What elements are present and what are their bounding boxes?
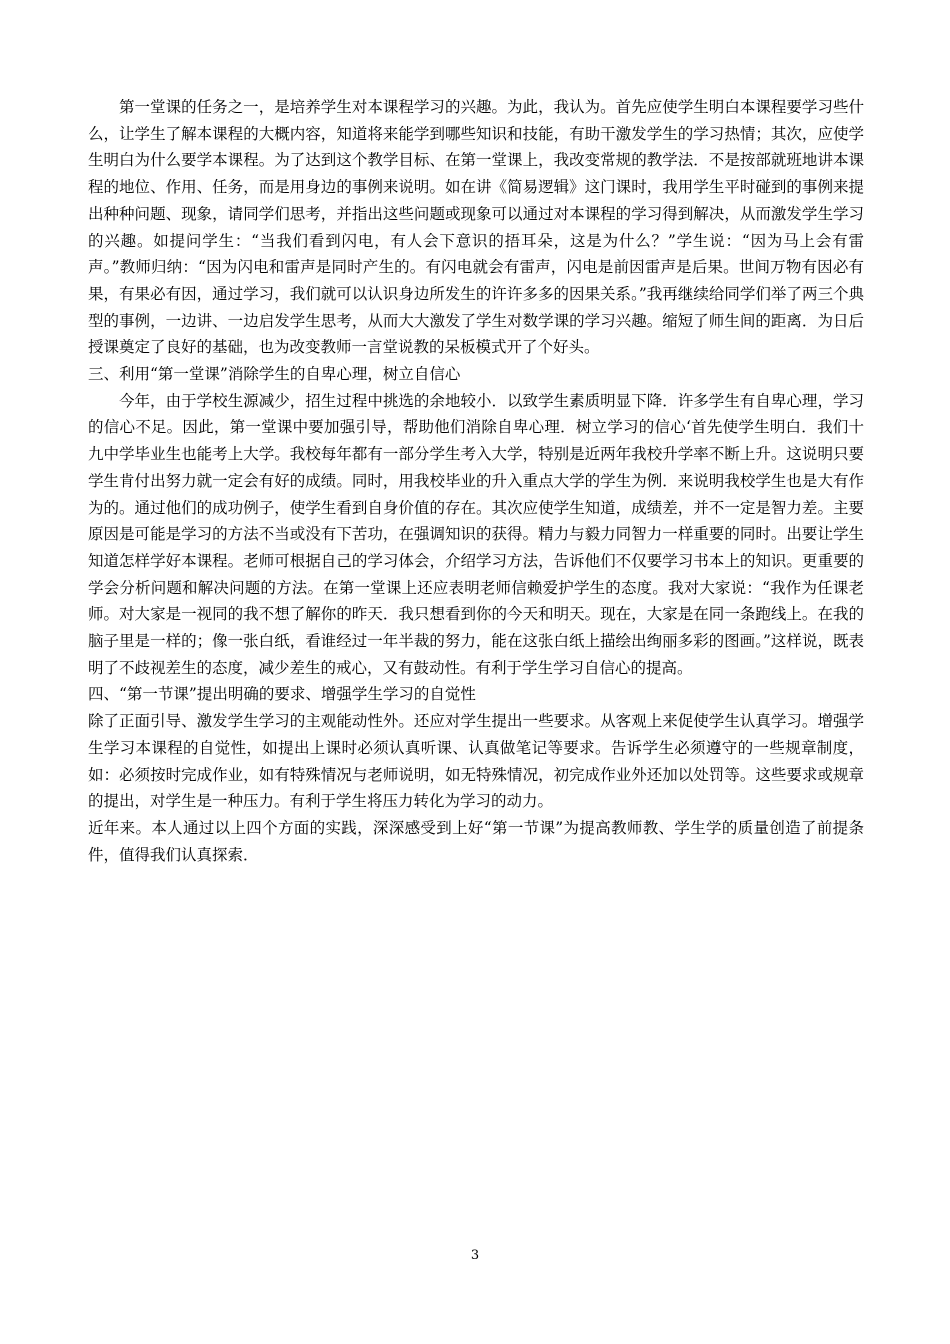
page-number: 3 bbox=[470, 1248, 480, 1263]
section-heading-3: 三、利用“第一堂课”消除学生的自卑心理，树立自信心 bbox=[88, 365, 461, 384]
paragraph-confidence: 今年，由于学校生源减少，招生过程中挑选的余地较小．以致学生素质明显下降．许多学生有自卑心理，学习的信心不足。因此，第一堂课中要加强引导，帮助他们消除自卑心理．树立学习的信心‘首先使学生明白．我们十九中学毕业生也能考上大学。我校每年都有一部分学生考入大学，特别是近两年我校升学率不断上升。这说明只要学生肯付出努力就一定会有好的成绩。同时，用我校毕业的升入重点大学的学生为例．来说明我校学生也是大有作为的。通过他们的成功例子，使学生看到自身价值的存在。其次应使学生知道，成绩差，并不一定是智力差。主要原因是可能是学习的方法不当或没有下苦功，在强调知识的获得。精力与毅力同智力一样重要的同时。出要让学生知道怎样学好本课程。老师可根据自己的学习体会，介绍学习方法，告诉他们不仅要学习书本上的知识。更重要的学会分析问题和解决问题的方法。在第一堂课上还应表明老师信赖爱护学生的态度。我对大家说：“我作为任课老师。对大家是一视同的我不想了解你的昨天．我只想看到你的今天和明天。现在，大家是在同一条跑线上。在我的脑子里是一样的；像一张白纸，看谁经过一年半裁的努力，能在这张白纸上描绘出绚丽多彩的图画。”这样说，既表明了不歧视差生的态度，减少差生的戒心，又有鼓动性。有利于学生学习自信心的提高。 bbox=[88, 391, 864, 677]
paragraph-requirements: 除了正面引导、激发学生学习的主观能动性外。还应对学生提出一些要求。从客观上来促使学生认真学习。增强学生学习本课程的自觉性，如提出上课时必须认真听课、认真做笔记等要求。告诉学生必须遵守的一些规章制度，如：必须按时完成作业，如有特殊情况与老师说明，如无特殊情况，初完成作业外还加以处罚等。这些要求或规章的提出，对学生是一种压力。有利于学生将压力转化为学习的动力。 bbox=[88, 712, 864, 811]
document-body bbox=[88, 94, 864, 868]
paragraph-conclusion: 近年来。本人通过以上四个方面的实践，深深感受到上好“第一节课”为提高教师教、学生学的质量创造了前提条件，值得我们认真探索． bbox=[88, 818, 864, 864]
section-heading-4: 四、“第一节课”提出明确的要求、增强学生学习的自觉性 bbox=[88, 685, 476, 704]
paragraph-interest: 第一堂课的任务之一，是培养学生对本课程学习的兴趣。为此，我认为。首先应使学生明白本课程要学习些什么，让学生了解本课程的大概内容，知道将来能学到哪些知识和技能，有助干激发学生的学习热情；其次，应使学生明白为什么要学本课程。为了达到这个教学目标、在第一堂课上，我改变常规的教学法．不是按部就班地讲本课程的地位、作用、任务，而是用身边的事例来说明。如在讲《简易逻辑》这门课时，我用学生平时碰到的事例来提出种种问题、现象，请同学们思考，并指出这些问题或现象可以通过对本课程的学习得到解决，从而激发学生学习的兴趣。如提问学生：“当我们看到闪电，有人会下意识的捂耳朵，这是为什么？”学生说：“因为马上会有雷声。”教师归纳：“因为闪电和雷声是同时产生的。有闪电就会有雷声，闪电是前因雷声是后果。世间万物有因必有果，有果必有因，通过学习，我们就可以认识身边所发生的许许多多的因果关系。”我再继续给同学们举了两三个典型的事例，一边讲、一边启发学生思考，从而大大激发了学生对数学课的学习兴趣。缩短了师生间的距离．为日后授课奠定了良好的基础，也为改变教师一言堂说教的呆板模式开了个好头。 bbox=[88, 98, 864, 357]
